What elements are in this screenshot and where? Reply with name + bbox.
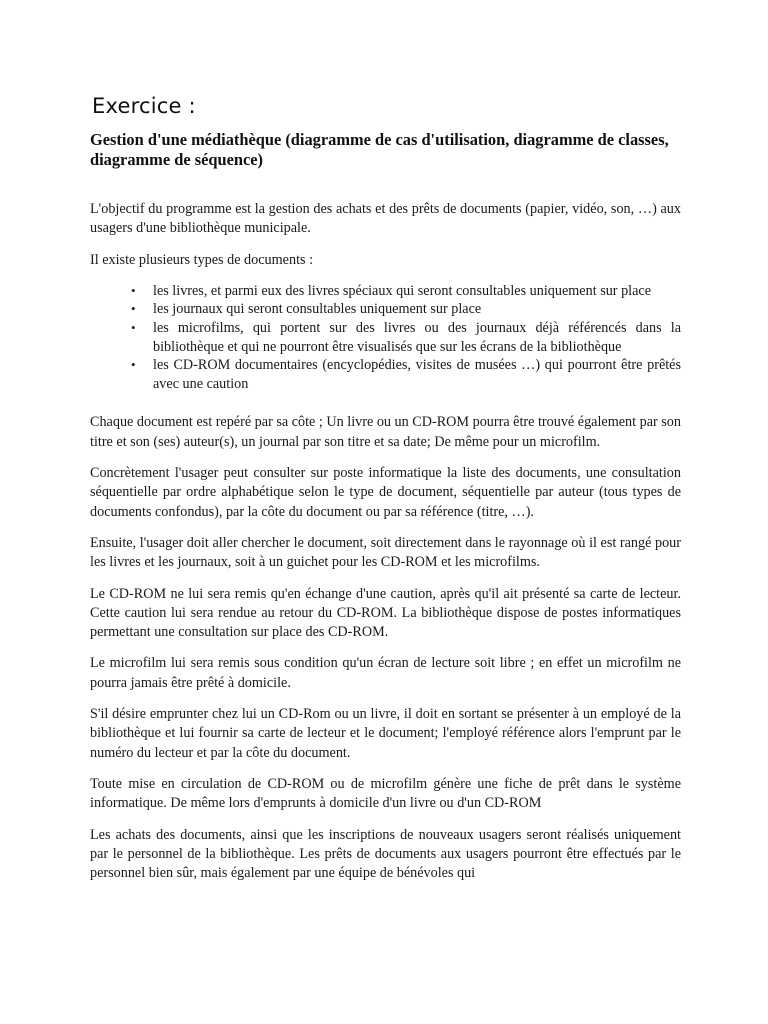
body-paragraph: Toute mise en circulation de CD-ROM ou de microfilm génère une fiche de prêt dans le système informatique. De même lors d'emprunts à domicile d'un livre ou d'un CD-ROM bbox=[90, 775, 681, 812]
list-item-text: les journaux qui seront consultables uniquement sur place bbox=[153, 301, 482, 318]
list-item-text: les livres, et parmi eux des livres spéciaux qui seront consultables uniquement sur place bbox=[153, 282, 652, 299]
list-item bbox=[90, 300, 681, 319]
body-paragraph: Les achats des documents, ainsi que les inscriptions de nouveaux usagers seront réalisés uniquement par le personnel de la bibliothèque. Les prêts de documents aux usagers pourront être effectués par le personnel bien sûr, mais également par une équipe de bénévoles qui bbox=[90, 826, 681, 882]
intro-paragraph: L'objectif du programme est la gestion des achats et des prêts de documents (papier, vidéo, son, …) aux usagers d'une bibliothèque municipale. bbox=[90, 201, 681, 237]
body-paragraph: Ensuite, l'usager doit aller chercher le document, soit directement dans le rayonnage où il est rangé pour les livres et les journaux, soit à un guichet pour les CD-ROM et les microfilms. bbox=[90, 534, 681, 571]
list-item bbox=[90, 356, 681, 393]
types-intro-paragraph: Il existe plusieurs types de documents : bbox=[90, 251, 314, 268]
bullet-icon: • bbox=[131, 357, 136, 373]
bullet-icon: • bbox=[131, 320, 136, 336]
document-types-list bbox=[90, 282, 681, 394]
list-item-text: les microfilms, qui portent sur des livres ou des journaux déjà référencés dans la bibliothèque et qui ne pourront être visualisés que sur les écrans de la bibliothèque bbox=[153, 320, 681, 355]
bullet-icon: • bbox=[131, 282, 136, 298]
list-item bbox=[90, 319, 681, 356]
exercise-heading: Exercice : bbox=[92, 94, 196, 118]
body-paragraph: Le CD-ROM ne lui sera remis qu'en échange d'une caution, après qu'il ait présenté sa carte de lecteur. Cette caution lui sera rendue au retour du CD-ROM. La bibliothèque dispose de postes informatiques permettant une consultation sur place des CD-ROM. bbox=[90, 585, 681, 641]
list-item bbox=[90, 282, 681, 301]
body-paragraph: S'il désire emprunter chez lui un CD-Rom ou un livre, il doit en sortant se présenter à un employé de la bibliothèque et lui fournir sa carte de lecteur et le document; l'employé référence alors l'emprunt par le numéro du lecteur et par la côte du document. bbox=[90, 706, 681, 761]
body-paragraph: Chaque document est repéré par sa côte ; Un livre ou un CD-ROM pourra être trouvé également par son titre et son (ses) auteur(s), un journal par son titre et sa date; De même pour un microfilm. bbox=[90, 414, 681, 450]
bullet-icon: • bbox=[131, 301, 136, 317]
body-paragraph: Concrètement l'usager peut consulter sur poste informatique la liste des documents, une consultation séquentielle par ordre alphabétique selon le type de document, séquentielle par auteur (tous types de documents confondus), par la côte du document ou par sa référence (titre, …). bbox=[90, 465, 681, 520]
body-paragraph: Le microfilm lui sera remis sous condition qu'un écran de lecture soit libre ; en effet un microfilm ne pourra jamais être prêté à domicile. bbox=[90, 655, 681, 691]
exercise-subtitle: Gestion d'une médiathèque (diagramme de cas d'utilisation, diagramme de classes, diagramme de séquence) bbox=[90, 130, 669, 169]
list-item-text: les CD-ROM documentaires (encyclopédies, visites de musées …) qui pourront être prêtés avec une caution bbox=[153, 357, 681, 392]
